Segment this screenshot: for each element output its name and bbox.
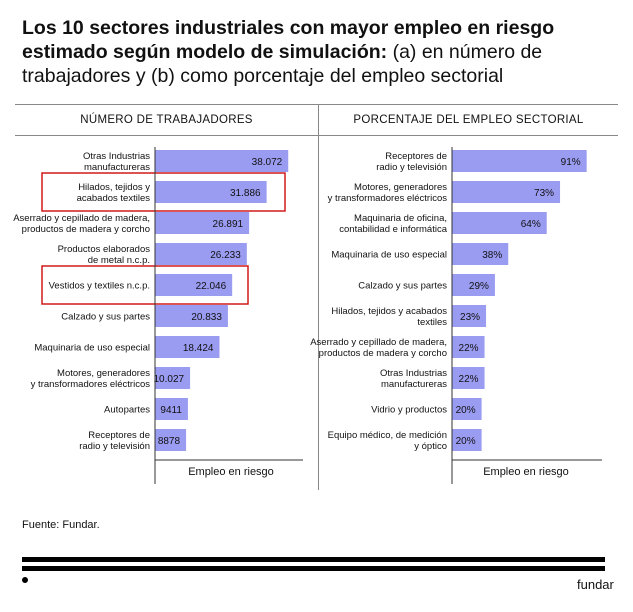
right-category-label: Receptores de radio y televisión bbox=[376, 151, 447, 173]
right-category-label: Otras Industrias manufactureras bbox=[379, 368, 447, 390]
right-value-label: 22% bbox=[458, 343, 479, 354]
right-value-label: 73% bbox=[534, 188, 555, 199]
left-category-label: Otras Industrias manufactureras bbox=[82, 151, 150, 173]
right-category-label: Maquinaria de oficina, contabilidad e informática bbox=[339, 213, 447, 235]
right-value-label: 23% bbox=[460, 312, 481, 323]
footer-dot bbox=[22, 577, 28, 583]
brand-logo: fundar bbox=[577, 577, 614, 592]
title-rest: (a) en número de trabajadores y (b) como porcentaje del empleo sectorial bbox=[22, 41, 543, 87]
footer-band-top bbox=[22, 557, 605, 562]
right-category-label: Equipo médico, de medición y óptico bbox=[327, 430, 447, 452]
right-category-label: Calzado y sus partes bbox=[358, 280, 447, 292]
title-bold: Los 10 sectores industriales con mayor empleo en riesgo estimado según modelo de simulación: bbox=[22, 17, 555, 63]
right-category-label: Maquinaria de uso especial bbox=[331, 249, 447, 261]
right-category-label: Hilados, tejidos y acabados textiles bbox=[331, 306, 447, 328]
right-category-label: Motores, generadores y transformadores eléctricos bbox=[327, 182, 447, 204]
left-value-label: 10.027 bbox=[153, 374, 185, 385]
left-value-label: 26.233 bbox=[210, 250, 241, 261]
right-category-label: Aserrado y cepillado de madera, productos de madera y corcho bbox=[310, 337, 447, 359]
right-value-label: 22% bbox=[458, 374, 479, 385]
right-value-label: 64% bbox=[520, 219, 541, 230]
left-category-label: Maquinaria de uso especial bbox=[34, 342, 150, 354]
left-value-label: 38.072 bbox=[251, 157, 283, 168]
left-category-label: Vestidos y textiles n.c.p. bbox=[48, 280, 150, 292]
right-panel-heading: PORCENTAJE DEL EMPLEO SECTORIAL bbox=[319, 104, 618, 136]
left-value-label: 8878 bbox=[157, 436, 181, 447]
left-category-label: Aserrado y cepillado de madera, productos de madera y corcho bbox=[13, 213, 150, 235]
right-value-label: 20% bbox=[455, 436, 476, 447]
right-value-label: 38% bbox=[482, 250, 503, 261]
left-value-label: 26.891 bbox=[212, 219, 244, 230]
left-value-label: 22.046 bbox=[195, 281, 227, 292]
left-value-label: 9411 bbox=[160, 405, 182, 416]
left-category-label: Receptores de radio y televisión bbox=[79, 430, 150, 452]
left-category-label: Calzado y sus partes bbox=[61, 311, 150, 323]
footer-band-bottom bbox=[22, 566, 605, 571]
left-category-label: Productos elaborados de metal n.c.p. bbox=[57, 244, 150, 266]
right-value-label: 20% bbox=[455, 405, 476, 416]
right-value-label: 91% bbox=[560, 157, 581, 168]
right-xlabel: Empleo en riesgo bbox=[483, 466, 569, 478]
right-value-label: 29% bbox=[468, 281, 489, 292]
right-category-label: Vidrio y productos bbox=[371, 404, 447, 416]
source-note: Fuente: Fundar. bbox=[22, 519, 100, 531]
left-xlabel: Empleo en riesgo bbox=[188, 466, 274, 478]
left-category-label: Autopartes bbox=[104, 404, 150, 416]
left-category-label: Motores, generadores y transformadores eléctricos bbox=[30, 368, 150, 390]
left-value-label: 20.833 bbox=[191, 312, 222, 323]
left-panel-heading: NÚMERO DE TRABAJADORES bbox=[15, 104, 318, 136]
left-category-label: Hilados, tejidos y acabados textiles bbox=[76, 182, 150, 204]
left-value-label: 18.424 bbox=[182, 343, 214, 354]
left-value-label: 31.886 bbox=[230, 188, 261, 199]
